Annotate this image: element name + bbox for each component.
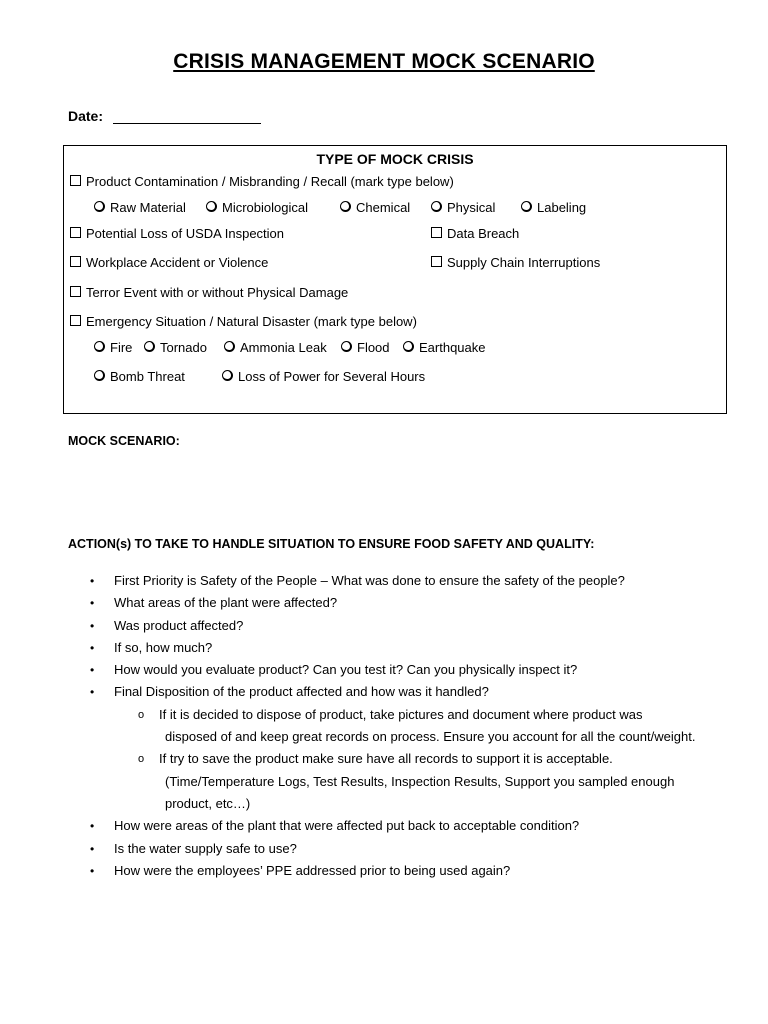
radio-icon[interactable] (341, 341, 352, 352)
checkbox-icon[interactable] (431, 227, 442, 238)
radio-icon[interactable] (94, 370, 105, 381)
checkbox-icon[interactable] (70, 286, 81, 297)
date-label: Date: (68, 108, 104, 124)
crisis-box-title: TYPE OF MOCK CRISIS (316, 151, 474, 167)
list-item: • How would you evaluate product? Can you test it? Can you physically inspect it? (90, 662, 578, 678)
option-labeling[interactable]: Labeling (521, 200, 586, 215)
radio-icon[interactable] (206, 201, 217, 212)
page-title: CRISIS MANAGEMENT MOCK SCENARIO (173, 50, 595, 73)
list-item: • How were areas of the plant that were affected put back to acceptable condition? (90, 818, 580, 834)
checkbox-icon[interactable] (70, 256, 81, 267)
option-power-loss[interactable]: Loss of Power for Several Hours (222, 369, 425, 384)
list-item: • Final Disposition of the product affected and how was it handled? o If it is decided to dispose of product, take pictures and document where product was disposed of and keep great records on process. Ensure you account for all the count/weight. o If try to save the product make sure have all records to support it is acceptable. (Time/Temperature Logs, Test Results, Inspection Results, Support you sampled enough product, etc…) (88, 681, 748, 815)
option-supply-chain[interactable]: Supply Chain Interruptions (431, 255, 600, 270)
option-bomb-threat[interactable]: Bomb Threat (94, 369, 185, 384)
actions-list (88, 570, 748, 882)
option-emergency[interactable]: Emergency Situation / Natural Disaster (mark type below) (70, 314, 417, 329)
option-data-breach[interactable]: Data Breach (431, 226, 519, 241)
radio-icon[interactable] (224, 341, 235, 352)
date-row (68, 108, 261, 124)
sub-list-item: o If it is decided to dispose of product, take pictures and document where product was disposed of and keep great records on process. Ensure you account for all the count/weight. (138, 706, 696, 745)
option-workplace-accident[interactable]: Workplace Accident or Violence (70, 255, 268, 270)
actions-label: ACTION(s) TO TAKE TO HANDLE SITUATION TO ENSURE FOOD SAFETY AND QUALITY: (68, 537, 595, 551)
radio-icon[interactable] (340, 201, 351, 212)
date-field-line[interactable] (113, 122, 261, 124)
crisis-type-box (63, 145, 727, 414)
sub-list (114, 704, 748, 815)
radio-icon[interactable] (403, 341, 414, 352)
radio-icon[interactable] (144, 341, 155, 352)
option-tornado[interactable]: Tornado (144, 340, 207, 355)
checkbox-icon[interactable] (70, 315, 81, 326)
option-terror-event[interactable]: Terror Event with or without Physical Damage (70, 285, 348, 300)
radio-icon[interactable] (431, 201, 442, 212)
option-ammonia-leak[interactable]: Ammonia Leak (224, 340, 327, 355)
list-item: • What areas of the plant were affected? (90, 595, 338, 611)
radio-icon[interactable] (94, 341, 105, 352)
option-product-contamination[interactable]: Product Contamination / Misbranding / Recall (mark type below) (70, 174, 454, 189)
option-flood[interactable]: Flood (341, 340, 390, 355)
option-usda-loss[interactable]: Potential Loss of USDA Inspection (70, 226, 284, 241)
list-item: • If so, how much? (90, 639, 213, 655)
list-item: • Is the water supply safe to use? (90, 840, 297, 856)
checkbox-icon[interactable] (431, 256, 442, 267)
list-item: • Was product affected? (90, 617, 244, 633)
option-earthquake[interactable]: Earthquake (403, 340, 486, 355)
option-fire[interactable]: Fire (94, 340, 132, 355)
option-raw-material[interactable]: Raw Material (94, 200, 186, 215)
mock-scenario-label: MOCK SCENARIO: (68, 434, 180, 448)
option-chemical[interactable]: Chemical (340, 200, 410, 215)
radio-icon[interactable] (222, 370, 233, 381)
option-microbiological[interactable]: Microbiological (206, 200, 308, 215)
radio-icon[interactable] (94, 201, 105, 212)
list-item: • First Priority is Safety of the People – What was done to ensure the safety of the people? (90, 573, 625, 588)
radio-icon[interactable] (521, 201, 532, 212)
option-physical[interactable]: Physical (431, 200, 495, 215)
sub-list-item: o If try to save the product make sure have all records to support it is acceptable. (Time/Temperature Logs, Test Results, Inspection Results, Support you sampled enough product, etc…) (138, 751, 675, 811)
list-item: • How were the employees’ PPE addressed prior to being used again? (90, 862, 511, 878)
checkbox-icon[interactable] (70, 175, 81, 186)
checkbox-icon[interactable] (70, 227, 81, 238)
